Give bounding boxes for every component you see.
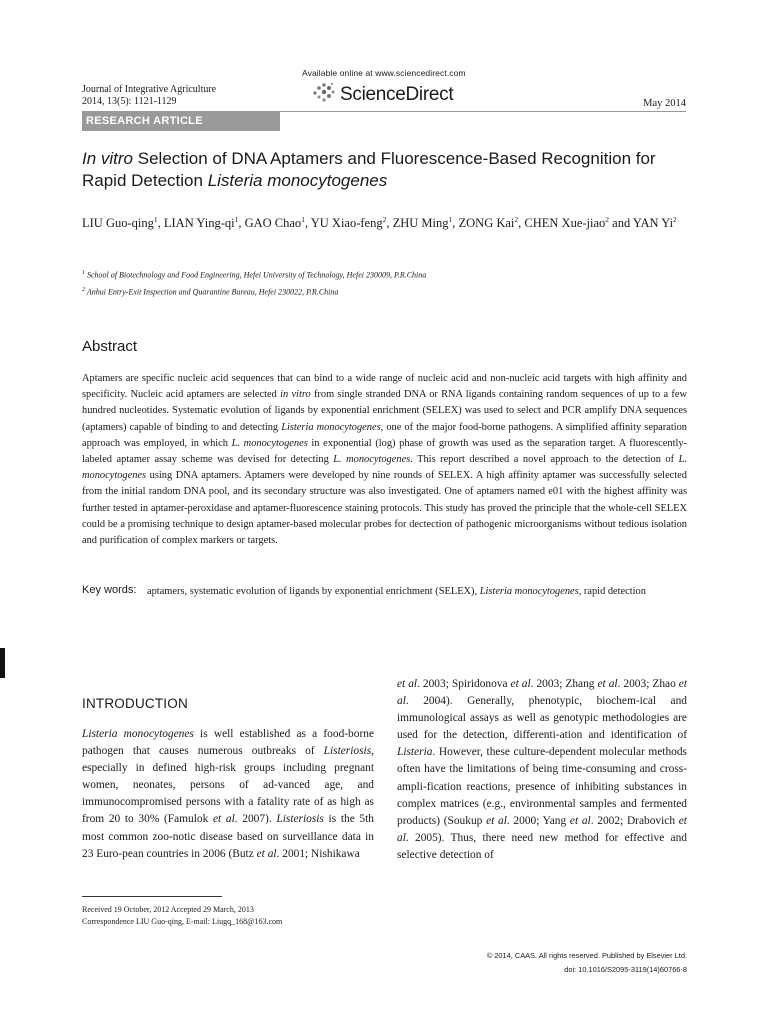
- keyword-text: aptamers, systematic evolution of ligands by exponential enrichment (SELEX),: [147, 586, 480, 597]
- affiliation-item: [82, 283, 688, 300]
- author-separator: ,: [518, 216, 525, 231]
- intro-italic: Listeria monocytogenes: [82, 728, 194, 740]
- intro-italic: et al: [510, 678, 531, 690]
- author-separator: and: [609, 216, 633, 231]
- author-separator: ,: [238, 216, 245, 231]
- doi[interactable]: doi: 10.1016/S2095-3119(14)60766-8: [564, 965, 687, 974]
- affiliation-text: Anhui Entry-Exit Inspection and Quarantine Bureau, Hefei 230022, P.R.China: [86, 287, 339, 297]
- intro-italic: Listeriosis: [323, 745, 372, 758]
- intro-italic: Listeriosis: [276, 813, 324, 826]
- abstract-text: in exponential (log) phase of growth was used as the separation target. A fluorescently-labeled aptamer assay scheme was devised for detecting: [82, 437, 688, 466]
- affiliation-number: 2: [82, 286, 85, 293]
- journal-name: Journal of Integrative Agriculture: [82, 84, 217, 95]
- intro-italic: et al: [397, 678, 418, 690]
- intro-italic: et al: [569, 814, 591, 827]
- abstract-heading: Abstract: [82, 338, 138, 355]
- title-italic-1: In vitro: [82, 149, 134, 168]
- introduction-heading: INTRODUCTION: [82, 696, 188, 711]
- intro-text: . 2007).: [234, 813, 277, 826]
- article-title: [82, 148, 692, 192]
- author-affiliation-mark: 2: [382, 215, 387, 224]
- available-online-link[interactable]: Available online at www.sciencedirect.com: [302, 68, 466, 78]
- intro-text: . However, these culture-dependent molecular methods often have the limitations of being time-consuming and cross-ampli-fication reactions, presence of inhibiting substances in complex matrices (e.g., environmental samples and fermented products) (Soukup: [397, 746, 687, 827]
- author-name: GAO Chao: [244, 216, 302, 231]
- author-affiliation-mark: 1: [448, 215, 453, 224]
- author-name: ZHU Ming: [392, 216, 449, 231]
- affiliation-text: School of Biotechnology and Food Engineering, Hefei University of Technology, Hefei 230009, P.R.China: [87, 270, 427, 280]
- affiliation-number: 1: [82, 270, 85, 276]
- sciencedirect-logo-icon: [312, 81, 336, 105]
- author-name: YU Xiao-feng: [310, 216, 383, 231]
- abstract-body: [82, 371, 687, 549]
- intro-italic: et al: [397, 814, 687, 844]
- author-separator: ,: [157, 216, 164, 231]
- copyright-notice: © 2014, CAAS. All rights reserved. Published by Elsevier Ltd.: [486, 951, 687, 960]
- keywords-label: Key words:: [82, 584, 137, 596]
- author-affiliation-mark: 1: [234, 215, 239, 224]
- author-affiliation-mark: 2: [605, 215, 610, 224]
- sciencedirect-logo-text: ScienceDirect: [340, 84, 454, 105]
- author-separator: ,: [452, 216, 459, 231]
- intro-text: is well established as a food-borne pathogen that causes numerous outbreaks of: [82, 728, 374, 758]
- intro-italic: et al: [256, 847, 277, 860]
- journal-issue: 2014, 13(5): 1121-1129: [82, 96, 177, 107]
- intro-text: . 2003; Zhang: [530, 678, 598, 690]
- author-affiliation-mark: 1: [301, 215, 305, 224]
- intro-text: . 2002; Drabovich: [590, 814, 679, 827]
- intro-text: , especially in defined high-risk groups including pregnant women, neonates, persons of ad-vanced age, and immunocompromised persons with a fatality rate of as high as from 20 to 30% (Famulok: [82, 745, 374, 826]
- abstract-italic: Listeria monocytogenes: [281, 421, 381, 433]
- affiliation-item: [82, 266, 688, 283]
- author-affiliation-mark: 2: [514, 215, 519, 224]
- intro-text: is the 5th most common zoo-notic disease based on surveillance data in 23 Euro-pean countries in 2006 (Butz: [82, 813, 374, 860]
- received-dates: Received 19 October, 2012 Accepted 29 March, 2013: [82, 905, 254, 914]
- title-italic-2: Listeria monocytogenes: [207, 171, 388, 190]
- abstract-text: . This report described a novel approach to the detection of: [410, 454, 679, 466]
- correspondence: Correspondence LIU Guo-qing, E-mail: Liugq_168@163.com: [82, 917, 283, 926]
- abstract-italic: L. monocytogenes: [231, 437, 308, 449]
- title-text: Selection of DNA Aptamers and Fluorescence-Based Recognition for Rapid Detection: [82, 149, 656, 190]
- copyright-block: [420, 949, 687, 977]
- intro-text: . 2000; Yang: [506, 814, 570, 827]
- intro-italic: et al: [212, 813, 235, 826]
- intro-right-column: [397, 676, 687, 864]
- intro-text: . 2003; Spiridonova: [417, 678, 511, 690]
- abstract-text: using DNA aptamers. Aptamers were developed by nine rounds of SELEX. A high affinity aptamer was successfully selected from the initial random DNA pool, and its secondary structure was also investigated. One of aptamers named e01 with the highest affinity was further tested in aptamer-peroxidase and aptamer-fluorescence staining protocols. This study has proved the principle that the whole-cell SELEX could be a promising technique to design aptamer-based molecular probes for dectection of pathogenic microorganisms without tedious isolation and purification of complex markers or targets.: [82, 470, 687, 547]
- intro-text: . 2004). Generally, phenotypic, biochem-ical and immunological assays as well as genotypic methodologies are used for the detection, differenti-ation and identification of: [397, 695, 687, 742]
- abstract-italic: L. monocytogenes: [82, 454, 687, 482]
- journal-citation: [82, 84, 216, 108]
- intro-italic: et al: [397, 678, 687, 708]
- intro-italic: Listeria: [397, 746, 433, 759]
- abstract-text: , one of the major food-borne pathogens. A simplified affinity separation approach was employed, in which: [82, 421, 687, 449]
- keyword-text: , rapid detection: [578, 586, 646, 597]
- affiliations: [82, 266, 688, 299]
- intro-left-column: [82, 726, 374, 863]
- author-separator: ,: [304, 216, 311, 231]
- author-affiliation-mark: 2: [673, 215, 677, 224]
- intro-italic: et al: [486, 814, 507, 827]
- intro-text: . 2003; Zhao: [617, 678, 679, 690]
- intro-text: . 2005). Thus, there need new method for effective and selective detection of: [397, 831, 687, 861]
- abstract-text: from single stranded DNA or RNA ligands containing random sequences of up to a few hundred nucleotides. Systematic evolution of ligands by exponential enrichment (SELEX) was used to select and PCR amplify DNA sequences (aptamers) capable of binding to and detecting: [82, 389, 687, 433]
- keywords-text: [147, 584, 687, 601]
- abstract-italic: L. monocytogenes: [333, 454, 411, 466]
- author-name: CHEN Xue-jiao: [524, 216, 606, 231]
- author-name: ZONG Kai: [458, 216, 515, 231]
- author-name: YAN Yi: [632, 216, 674, 231]
- footnote-rule: [82, 896, 222, 897]
- author-affiliation-mark: 1: [153, 215, 158, 224]
- author-name: LIAN Ying-qi: [163, 216, 235, 231]
- intro-text: . 2001; Nishikawa: [276, 847, 360, 860]
- article-type-badge: RESEARCH ARTICLE: [82, 111, 280, 131]
- footnotes: [82, 904, 282, 928]
- abstract-text: Aptamers are specific nucleic acid sequences that can bind to a wide range of nucleic acid and non-nucleic acid targets with high affinity and specificity. Nucleic acid aptamers are selected: [82, 373, 687, 401]
- author-name: LIU Guo-qing: [82, 216, 154, 231]
- author-list: [82, 210, 688, 233]
- issue-date: May 2014: [643, 98, 686, 109]
- keyword-italic: Listeria monocytogenes: [479, 586, 579, 597]
- intro-italic: et al: [597, 678, 618, 690]
- author-separator: ,: [386, 216, 393, 231]
- abstract-italic: in vitro: [280, 389, 311, 401]
- margin-marker: [0, 648, 5, 678]
